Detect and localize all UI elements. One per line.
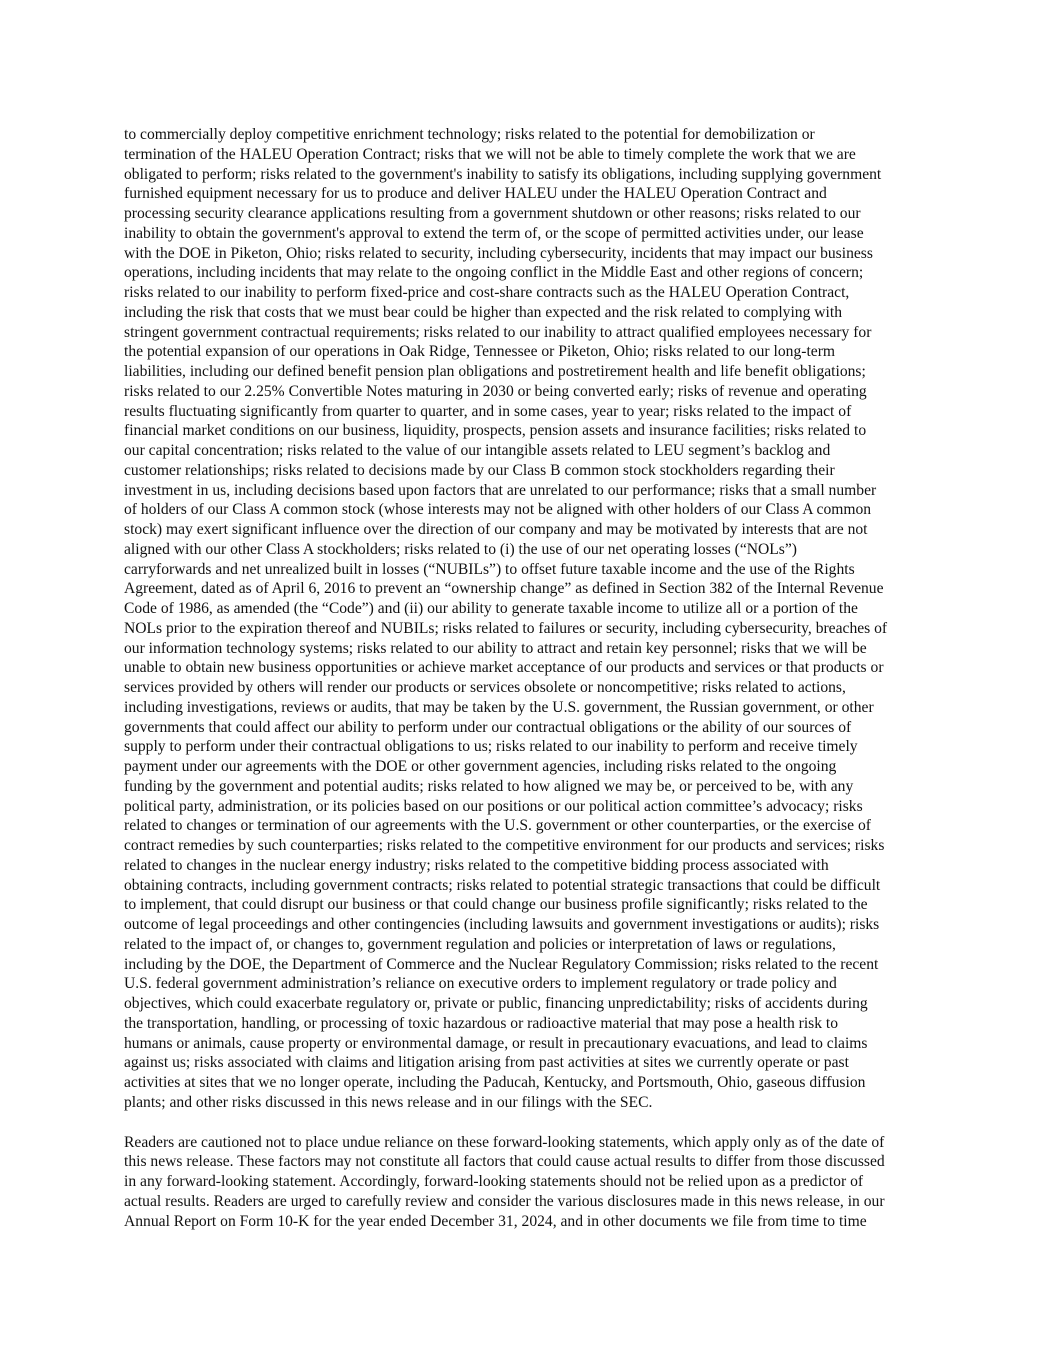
text-line: objectives, which could exacerbate regulatory or, private or public, financing unpredictability; risks of accidents during bbox=[124, 995, 868, 1012]
text-line: including by the DOE, the Department of Commerce and the Nuclear Regulatory Commission; risks related to the recent bbox=[124, 955, 879, 973]
text-line: related to changes or termination of our agreements with the U.S. government or other counterparties, or the exercise of bbox=[124, 817, 871, 835]
text-line: stringent government contractual requirements; risks related to our inability to attract qualified employees necessary for bbox=[124, 323, 872, 341]
text-line: obligated to perform; risks related to the government's inability to satisfy its obligations, including supplying government bbox=[124, 165, 882, 183]
text-line: against us; risks associated with claims and litigation arising from past activities at sites we currently operate or past bbox=[124, 1054, 849, 1072]
text-line: customer relationships; risks related to decisions made by our Class B common stock stockholders regarding their bbox=[124, 461, 835, 479]
text-line: to implement, that could disrupt our business or that could change our business profile significantly; risks related to the bbox=[124, 896, 868, 914]
text-line: outcome of legal proceedings and other contingencies (including lawsuits and government investigations or audits); risks bbox=[124, 916, 880, 933]
text-line: including the risk that costs that we must bear could be higher than expected and the risk related to complying with bbox=[124, 303, 842, 321]
text-line: aligned with our other Class A stockholders; risks related to (i) the use of our net operating losses (“NOLs”) bbox=[124, 540, 797, 558]
text-line: this news release. These factors may not constitute all factors that could cause actual results to differ from those discussed bbox=[124, 1153, 885, 1171]
text-line: in any forward-looking statement. Accordingly, forward-looking statements should not be relied upon as a predictor of bbox=[124, 1173, 864, 1190]
text-line: Annual Report on Form 10-K for the year ended December 31, 2024, and in other documents we file from time to time bbox=[124, 1212, 867, 1230]
text-line: investment in us, including decisions based upon factors that are unrelated to our performance; risks that a small number bbox=[124, 481, 877, 499]
text-line: supply to perform under their contractual obligations to us; risks related to our inability to perform and receive timely bbox=[124, 738, 858, 756]
text-line: termination of the HALEU Operation Contract; risks that we will not be able to timely complete the work that we are bbox=[124, 145, 856, 163]
text-line: to commercially deploy competitive enrichment technology; risks related to the potential for demobilization or bbox=[124, 126, 815, 143]
text-line: of holders of our Class A common stock (whose interests may not be aligned with other holders of our Class A common bbox=[124, 501, 872, 519]
text-line: with the DOE in Piketon, Ohio; risks related to security, including cybersecurity, incidents that may impact our business bbox=[124, 244, 873, 262]
text-line: Readers are cautioned not to place undue reliance on these forward-looking statements, which apply only as of the date of bbox=[124, 1133, 885, 1151]
text-line: Agreement, dated as of April 6, 2016 to prevent an “ownership change” as defined in Section 382 of the Internal Revenue bbox=[124, 580, 884, 598]
risk-factors-paragraph bbox=[124, 125, 972, 1113]
text-line: carryforwards and net unrealized built in losses (“NUBILs”) to offset future taxable income and the use of the Rights bbox=[124, 560, 855, 578]
text-line: governments that could affect our ability to perform under our contractual obligations or the ability of our sources of bbox=[124, 718, 852, 736]
text-line: processing security clearance applications resulting from a government shutdown or other reasons; risks related to our bbox=[124, 205, 861, 222]
text-line: funding by the government and potential audits; risks related to how aligned we may be, or perceived to be, with any bbox=[124, 777, 854, 795]
text-line: including investigations, reviews or audits, that may be taken by the U.S. government, the Russian government, or other bbox=[124, 698, 874, 716]
text-line: U.S. federal government administration’s reliance on executive orders to implement regulatory or trade policy and bbox=[124, 975, 837, 993]
text-line: our capital concentration; risks related to the value of our intangible assets related to LEU segment’s backlog and bbox=[124, 442, 831, 459]
text-line: the transportation, handling, or processing of toxic hazardous or radioactive material that may pose a health risk to bbox=[124, 1014, 839, 1032]
text-line: related to the impact of, or changes to, government regulation and policies or interpretation of laws or regulations, bbox=[124, 935, 836, 953]
text-line: activities at sites that we no longer operate, including the Paducah, Kentucky, and Portsmouth, Ohio, gaseous diffusion bbox=[124, 1074, 866, 1091]
text-line: related to changes in the nuclear energy industry; risks related to the competitive bidding process associated with bbox=[124, 856, 829, 874]
text-line: risks related to our inability to perform fixed-price and cost-share contracts such as the HALEU Operation Contract, bbox=[124, 284, 850, 301]
text-line: results fluctuating significantly from quarter to quarter, and in some cases, year to year; risks related to the impact of bbox=[124, 402, 852, 420]
text-line: furnished equipment necessary for us to produce and deliver HALEU under the HALEU Operation Contract and bbox=[124, 185, 827, 203]
text-line: operations, including incidents that may relate to the ongoing conflict in the Middle East and other regions of concern; bbox=[124, 264, 864, 282]
cautionary-paragraph bbox=[124, 1133, 972, 1232]
document-page bbox=[124, 125, 972, 1231]
text-line: services provided by others will render our products or services obsolete or noncompetitive; risks related to actions, bbox=[124, 679, 846, 696]
text-line: plants; and other risks discussed in this news release and in our filings with the SEC. bbox=[124, 1093, 653, 1111]
text-line: unable to obtain new business opportunities or achieve market acceptance of our products and services or that products or bbox=[124, 659, 884, 677]
text-line: political party, administration, or its policies based on our positions or our political action committee’s advocacy; risks bbox=[124, 797, 863, 815]
text-line: actual results. Readers are urged to carefully review and consider the various disclosures made in this news release, in our bbox=[124, 1192, 885, 1210]
text-line: obtaining contracts, including government contracts; risks related to potential strategic transactions that could be difficult bbox=[124, 876, 881, 894]
text-line: humans or animals, cause property or environmental damage, or result in precautionary evacuations, and lead to claims bbox=[124, 1034, 868, 1052]
text-line: inability to obtain the government's approval to extend the term of, or the scope of permitted activities under, our lease bbox=[124, 224, 864, 242]
text-line: risks related to our 2.25% Convertible Notes maturing in 2030 or being converted early; risks of revenue and operating bbox=[124, 382, 867, 400]
text-line: the potential expansion of our operations in Oak Ridge, Tennessee or Piketon, Ohio; risks related to our long-term bbox=[124, 343, 836, 361]
text-line: NOLs prior to the expiration thereof and NUBILs; risks related to failures or security, including cybersecurity, breaches of bbox=[124, 619, 888, 637]
text-line: payment under our agreements with the DOE or other government agencies, including risks related to the ongoing bbox=[124, 758, 837, 775]
text-line: contract remedies by such counterparties; risks related to the competitive environment for our products and services; risks bbox=[124, 837, 885, 854]
text-line: financial market conditions on our business, liquidity, prospects, pension assets and insurance facilities; risks related to bbox=[124, 422, 867, 440]
text-line: our information technology systems; risks related to our ability to attract and retain key personnel; risks that we will be bbox=[124, 639, 867, 657]
text-line: Code of 1986, as amended (the “Code”) and (ii) our ability to generate taxable income to utilize all or a portion of the bbox=[124, 600, 858, 617]
text-line: liabilities, including our defined benefit pension plan obligations and postretirement health and life benefit obligations; bbox=[124, 363, 866, 380]
text-line: stock) may exert significant influence over the direction of our company and may be motivated by interests that are not bbox=[124, 521, 868, 538]
